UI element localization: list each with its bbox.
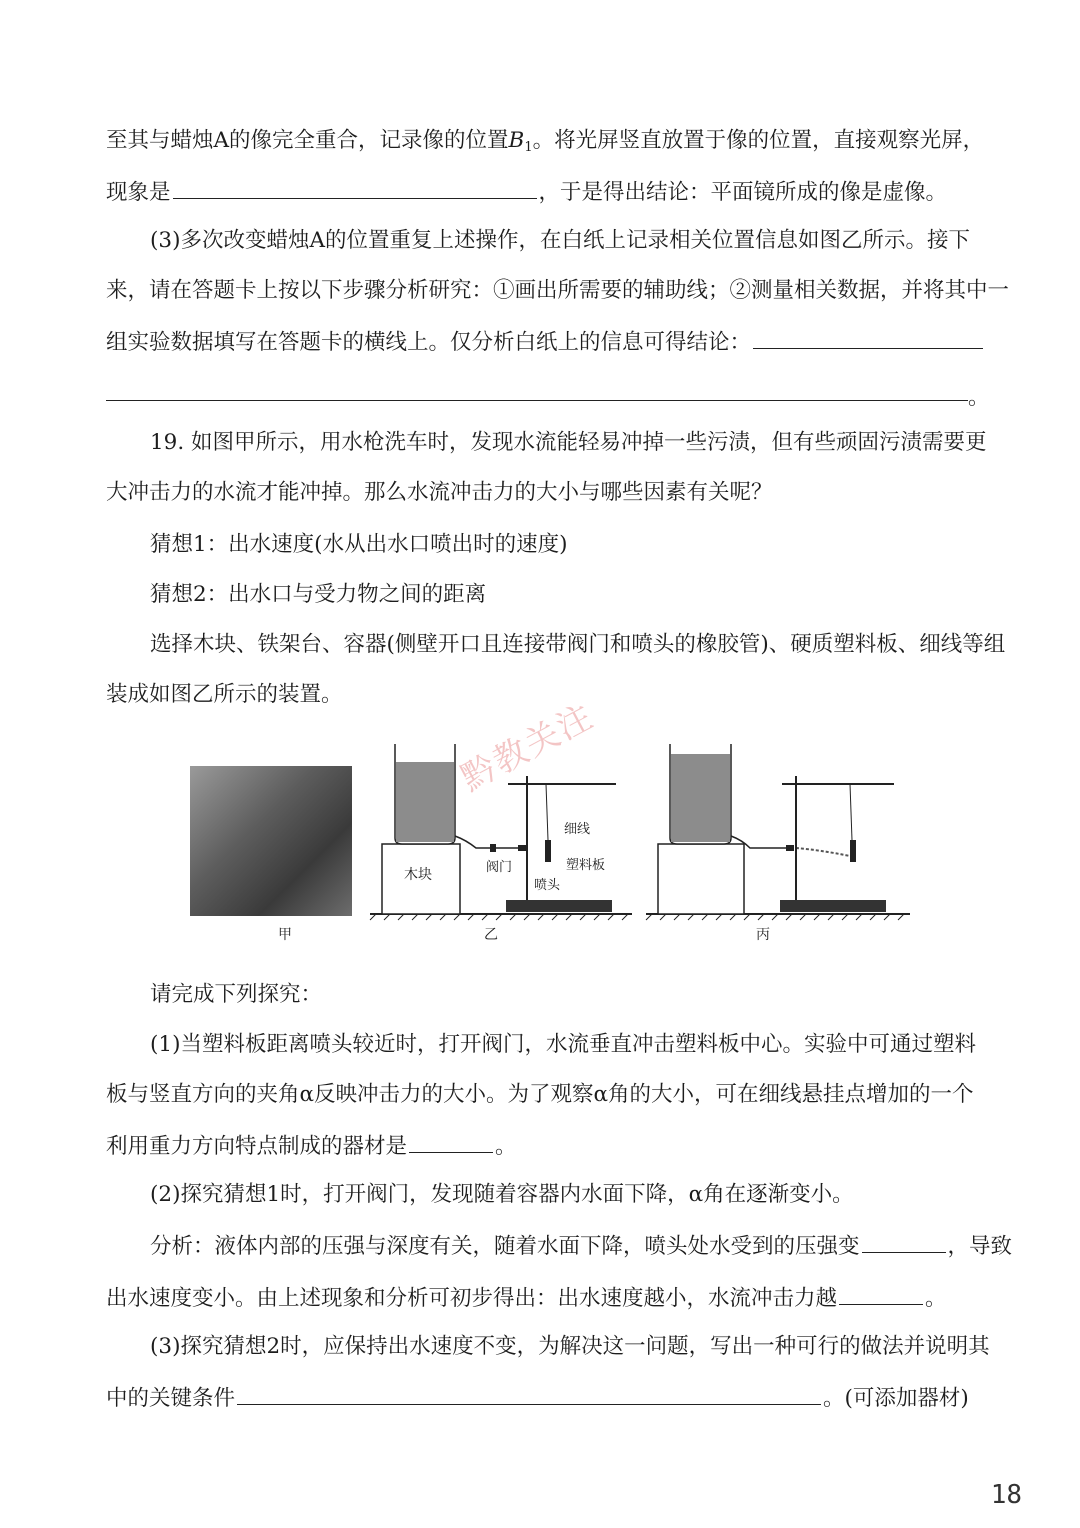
label-thread: 细线: [564, 822, 591, 837]
guess-2: 猜想2：出水口与受力物之间的距离: [150, 582, 487, 607]
answer-blank[interactable]: [862, 1230, 946, 1253]
text-line: (3)多次改变蜡烛A的位置重复上述操作，在白纸上记录相关位置信息如图乙所示。接下: [150, 228, 970, 253]
text-segment: 现象是: [106, 180, 171, 205]
variable-b: B: [508, 128, 525, 153]
text-line: [106, 1382, 986, 1414]
label-nozzle: 喷头: [534, 878, 561, 893]
text-line: (2)探究猜想1时，打开阀门，发现随着容器内水面下降，α角在逐渐变小。: [150, 1182, 854, 1207]
text-segment: 。: [495, 1134, 517, 1159]
text-line: [106, 1282, 986, 1314]
text-segment: 。: [925, 1286, 947, 1311]
text-line: 选择木块、铁架台、容器(侧壁开口且连接带阀门和喷头的橡胶管)、硬质塑料板、细线等组: [150, 632, 1006, 657]
caption-yi: 乙: [484, 927, 498, 943]
text-segment: ，导致: [947, 1234, 1013, 1259]
answer-blank[interactable]: [839, 1282, 923, 1305]
apparatus-diagram: [190, 740, 920, 950]
text-segment: 至其与蜡烛A的像完全重合，记录像的位置: [106, 128, 509, 153]
text-line: 板与竖直方向的夹角α反映冲击力的大小。为了观察α角的大小，可在细线悬挂点增加的一个: [106, 1082, 974, 1107]
label-valve: 阀门: [486, 860, 513, 875]
text-line: [106, 326, 986, 358]
answer-blank[interactable]: [237, 1382, 821, 1405]
question-19-line: 19. 如图甲所示，用水枪洗车时，发现水流能轻易冲掉一些污渍，但有些顽固污渍需要更: [150, 430, 987, 455]
text-line: 大冲击力的水流才能冲掉。那么水流冲击力的大小与哪些因素有关呢？: [106, 480, 773, 505]
task-heading: 请完成下列探究：: [150, 982, 323, 1007]
text-segment: 。将光屏竖直放置于像的位置，直接观察光屏，: [532, 128, 985, 153]
answer-blank[interactable]: [173, 176, 537, 199]
answer-blank-line[interactable]: [106, 400, 968, 401]
subscript: 1: [524, 140, 533, 155]
answer-blank[interactable]: [409, 1130, 493, 1153]
caption-bing: 丙: [756, 927, 770, 943]
text-segment: 中的关键条件: [106, 1386, 236, 1411]
label-wood-block: 木块: [404, 867, 432, 883]
text-line: [106, 1130, 986, 1162]
text-line: (1)当塑料板距离喷头较近时，打开阀门，水流垂直冲击塑料板中心。实验中可通过塑料: [150, 1032, 976, 1057]
text-line: 装成如图乙所示的装置。: [106, 682, 343, 707]
text-segment: 组实验数据填写在答题卡的横线上。仅分析白纸上的信息可得结论：: [106, 330, 752, 355]
text-segment: 利用重力方向特点制成的器材是: [106, 1134, 408, 1159]
period: 。: [968, 385, 990, 410]
text-segment: 分析：液体内部的压强与深度有关，随着水面下降，喷头处水受到的压强变: [150, 1234, 860, 1259]
text-line: (3)探究猜想2时，应保持出水速度不变，为解决这一问题，写出一种可行的做法并说明其: [150, 1334, 990, 1359]
text-line: 来，请在答题卡上按以下步骤分析研究：①画出所需要的辅助线；②测量相关数据，并将其中一: [106, 278, 1010, 303]
caption-jia: 甲: [278, 927, 292, 943]
text-line: [106, 176, 986, 208]
page-number: 18: [990, 1480, 1022, 1510]
text-line: [150, 1230, 1030, 1262]
guess-1: 猜想1：出水速度(水从出水口喷出时的速度): [150, 532, 568, 557]
label-plastic-plate: 塑料板: [566, 858, 606, 873]
text-segment: ，于是得出结论：平面镜所成的像是虚像。: [538, 180, 948, 205]
text-segment: 。(可添加器材): [823, 1386, 969, 1411]
answer-blank[interactable]: [753, 326, 983, 349]
watermark: 黔教关注: [454, 696, 601, 800]
text-line: [106, 126, 986, 163]
experiment-figure: [190, 740, 920, 950]
text-segment: 出水速度变小。由上述现象和分析可初步得出：出水速度越小，水流冲击力越: [106, 1286, 838, 1311]
